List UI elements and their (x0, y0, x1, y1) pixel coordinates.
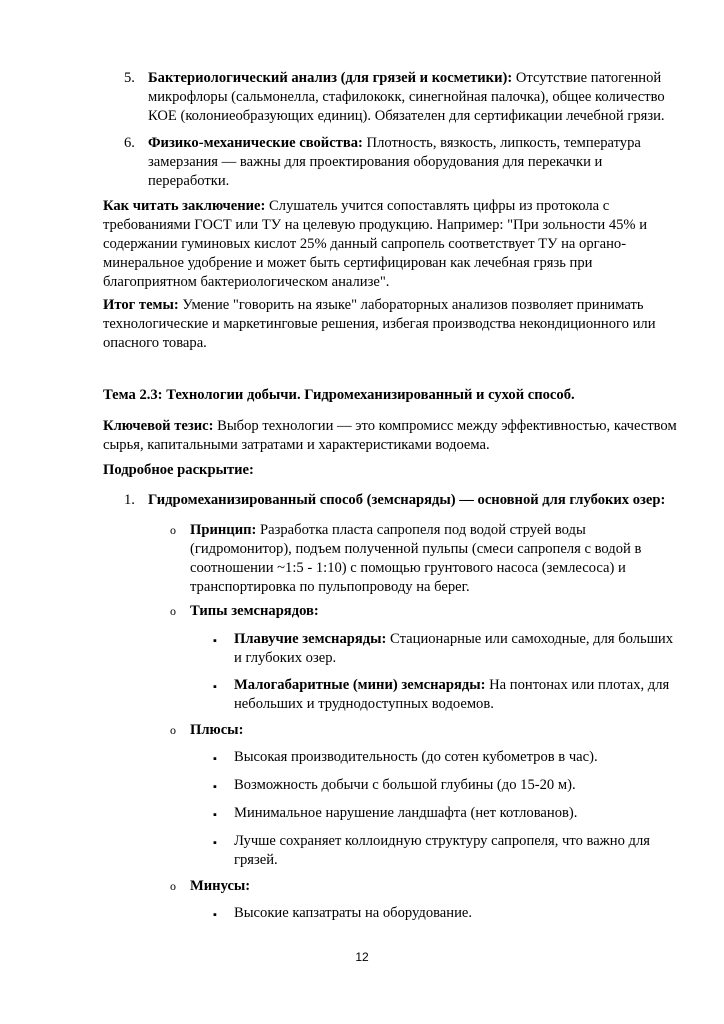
detail-heading: Подробное раскрытие: (103, 462, 254, 478)
conclusion-label: Как читать заключение: (103, 198, 266, 214)
square-bullet-icon: ▪ (213, 681, 217, 693)
square-bullet-icon: ▪ (213, 837, 217, 849)
circle-bullet-icon: o (170, 523, 176, 537)
pros-heading: Плюсы: (190, 722, 244, 738)
type-item-floating: Плавучие земснаряды: Стационарные или самоходные, для больших и глубоких озер. (234, 631, 674, 666)
list-number: 5. (124, 70, 135, 86)
list-item-term: Физико-механические свойства: (148, 135, 363, 151)
page-number: 12 (355, 950, 369, 964)
conclusion-text: Слушатель учится сопоставлять цифры из протокола с требованиями ГОСТ или ТУ на целевую продукцию. Например: "При зольности 45% и содержании гуминовых кислот 25% данный сапропель соответствует ТУ на органо-минеральное удобрение и может быть сертифицирован как лечебная грязь при благоприятном бактериологическом анализе". (103, 198, 648, 290)
list-item-bacteriological (148, 69, 678, 126)
pros-item: Лучше сохраняет коллоидную структуру сапропеля, что важно для грязей. (234, 833, 650, 868)
pros-item: Высокая производительность (до сотен кубометров в час). (234, 749, 598, 765)
cons-item: Высокие капзатраты на оборудование. (234, 905, 473, 921)
types-heading: Типы земснарядов: (190, 603, 319, 619)
list-item-term: Бактериологический анализ (для грязей и косметики): (148, 70, 513, 86)
cons-heading: Минусы: (190, 878, 251, 894)
list-item-physical (148, 134, 678, 191)
square-bullet-icon: ▪ (213, 781, 217, 793)
thesis-label: Ключевой тезис: (103, 418, 214, 434)
square-bullet-icon: ▪ (213, 753, 217, 765)
pros-item: Минимальное нарушение ландшафта (нет котлованов). (234, 805, 578, 821)
principle-item (190, 521, 678, 597)
square-bullet-icon: ▪ (213, 635, 217, 647)
topic-title: Тема 2.3: Технологии добычи. Гидромеханизированный и сухой способ. (103, 387, 575, 403)
summary-label: Итог темы: (103, 297, 179, 313)
list-item-text: Плотность, вязкость, липкость, температура замерзания — важны для проектирования оборудования для перекачки и переработки. (148, 135, 641, 189)
conclusion-paragraph (103, 197, 678, 292)
circle-bullet-icon: o (170, 723, 176, 737)
list-item-text: Отсутствие патогенной микрофлоры (сальмонелла, стафилококк, синегнойная палочка), общее количество КОЕ (колониеобразующих единиц). Обязателен для сертификации лечебной грязи. (148, 70, 665, 124)
summary-text: Умение "говорить на языке" лабораторных анализов позволяет принимать технологические и маркетинговые решения, избегая производства некондиционного или опасного товара. (103, 297, 656, 351)
principle-label: Принцип: (190, 522, 257, 538)
principle-text: Разработка пласта сапропеля под водой струей воды (гидромонитор), подъем полученной пульпы (смеси сапропеля с водой в соотношении ~1:5 - 1:10) с помощью грунтового насоса (землесоса) и транспортировка по пульпопроводу на берег. (190, 522, 642, 595)
list-number: 6. (124, 135, 135, 151)
main-item-hydromechanical: Гидромеханизированный способ (земснаряды) — основной для глубоких озер: (148, 492, 666, 508)
circle-bullet-icon: o (170, 604, 176, 618)
square-bullet-icon: ▪ (213, 809, 217, 821)
circle-bullet-icon: o (170, 879, 176, 893)
thesis-text: Выбор технологии — это компромисс между эффективностью, качеством сырья, капитальными затратами и характеристиками водоема. (103, 418, 677, 453)
thesis-paragraph (103, 417, 678, 455)
square-bullet-icon: ▪ (213, 909, 217, 921)
pros-item: Возможность добычи с большой глубины (до 15-20 м). (234, 777, 576, 793)
list-number: 1. (124, 492, 135, 508)
type-item-mini: Малогабаритные (мини) земснаряды: На понтонах или плотах, для небольших и труднодоступных водоемов. (234, 677, 670, 712)
summary-paragraph (103, 296, 678, 353)
